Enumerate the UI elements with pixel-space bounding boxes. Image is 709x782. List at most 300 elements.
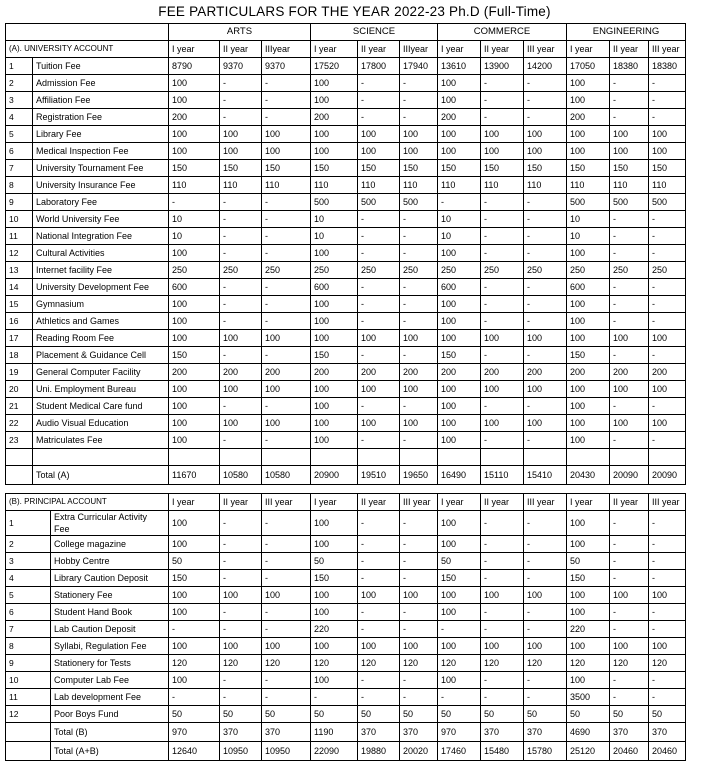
fee-value: 17520 (311, 58, 358, 75)
fee-value: 500 (358, 194, 400, 211)
fee-value: - (358, 228, 400, 245)
fee-value: 250 (649, 262, 686, 279)
fee-name: Stationery for Tests (51, 655, 169, 672)
fee-value: - (262, 604, 311, 621)
table-row (6, 655, 686, 672)
fee-value: 100 (169, 415, 220, 432)
fee-value: 100 (481, 638, 524, 655)
fee-value: - (524, 313, 567, 330)
table-row (6, 587, 686, 604)
fee-value: - (220, 604, 262, 621)
fee-name: Affiliation Fee (33, 92, 169, 109)
fee-value: - (400, 279, 438, 296)
fee-value: - (262, 211, 311, 228)
fee-value: - (610, 245, 649, 262)
fee-name: Poor Boys Fund (51, 706, 169, 723)
fee-value: - (524, 92, 567, 109)
fee-value: 500 (311, 194, 358, 211)
fee-value: 100 (567, 587, 610, 604)
fee-value: 100 (400, 126, 438, 143)
fee-value: - (400, 75, 438, 92)
fee-value: - (400, 245, 438, 262)
fee-value: - (610, 672, 649, 689)
fee-value: 100 (262, 330, 311, 347)
fee-value: 100 (438, 415, 481, 432)
total-label: Total (A+B) (51, 742, 169, 761)
fee-value: 10 (169, 211, 220, 228)
row-number: 8 (6, 638, 51, 655)
fee-value: - (400, 536, 438, 553)
fee-value: - (481, 279, 524, 296)
fee-value: 250 (262, 262, 311, 279)
fee-value: 250 (400, 262, 438, 279)
fee-value: - (649, 92, 686, 109)
fee-value: 10 (169, 228, 220, 245)
fee-value: - (481, 347, 524, 364)
total-value: 20430 (567, 466, 610, 485)
fee-value: 100 (524, 587, 567, 604)
fee-value: - (649, 672, 686, 689)
fee-value: - (610, 570, 649, 587)
fee-value: - (524, 511, 567, 536)
table-row (6, 415, 686, 432)
fee-value: - (262, 398, 311, 415)
fee-value: - (649, 211, 686, 228)
fee-value: - (400, 398, 438, 415)
fee-value: - (481, 432, 524, 449)
total-b-row (6, 723, 686, 742)
empty-cell (358, 449, 400, 466)
row-number: 5 (6, 126, 33, 143)
fee-value: 150 (567, 570, 610, 587)
fee-value: - (610, 92, 649, 109)
table-row (6, 194, 686, 211)
fee-value: - (262, 536, 311, 553)
fee-value: 250 (169, 262, 220, 279)
fee-value: - (481, 228, 524, 245)
fee-value: - (481, 570, 524, 587)
fee-value: - (220, 570, 262, 587)
fee-value: - (262, 432, 311, 449)
fee-value: 100 (169, 587, 220, 604)
fee-value: - (481, 296, 524, 313)
fee-value: - (358, 536, 400, 553)
fee-value: - (481, 553, 524, 570)
fee-value: 100 (262, 126, 311, 143)
total-value: 970 (169, 723, 220, 742)
fee-value: 50 (311, 553, 358, 570)
fee-value: 200 (438, 109, 481, 126)
fee-value: 250 (524, 262, 567, 279)
fee-value: 100 (438, 330, 481, 347)
fee-value: 250 (567, 262, 610, 279)
fee-value: 100 (567, 511, 610, 536)
fee-value: 110 (567, 177, 610, 194)
year-header: II year (481, 41, 524, 58)
fee-value: - (481, 604, 524, 621)
table-row (6, 432, 686, 449)
total-value: 15110 (481, 466, 524, 485)
fee-value: 50 (649, 706, 686, 723)
year-header: I year (438, 494, 481, 511)
fee-value: - (220, 511, 262, 536)
fee-value: - (400, 621, 438, 638)
group-header: SCIENCE (311, 24, 438, 41)
fee-value: - (220, 553, 262, 570)
fee-value: 100 (311, 398, 358, 415)
fee-value: 100 (524, 143, 567, 160)
fee-value: 100 (567, 638, 610, 655)
table-row (6, 553, 686, 570)
fee-name: Extra Curricular Activity Fee (51, 511, 169, 536)
total-value: 16490 (438, 466, 481, 485)
fee-name: University Insurance Fee (33, 177, 169, 194)
fee-value: - (524, 398, 567, 415)
table-row (6, 228, 686, 245)
fee-value: 100 (438, 75, 481, 92)
table-row (6, 398, 686, 415)
fee-value: 100 (262, 587, 311, 604)
row-number: 11 (6, 228, 33, 245)
empty-header-cell (6, 24, 169, 41)
fee-value: - (262, 92, 311, 109)
fee-value: 100 (220, 587, 262, 604)
fee-value: 200 (567, 109, 610, 126)
fee-value: 120 (610, 655, 649, 672)
fee-value: 100 (524, 638, 567, 655)
fee-value: 100 (169, 432, 220, 449)
fee-value: 110 (524, 177, 567, 194)
row-number: 1 (6, 58, 33, 75)
fee-value: - (610, 511, 649, 536)
fee-value: 120 (438, 655, 481, 672)
row-number: 6 (6, 604, 51, 621)
fee-value: - (524, 553, 567, 570)
fee-value: - (649, 313, 686, 330)
fee-value: 110 (262, 177, 311, 194)
fee-name: Stationery Fee (51, 587, 169, 604)
fee-value: 100 (524, 126, 567, 143)
fee-value: 110 (400, 177, 438, 194)
fee-value: 100 (311, 75, 358, 92)
fee-value: 100 (169, 638, 220, 655)
fee-value: - (400, 109, 438, 126)
fee-value: - (649, 296, 686, 313)
fee-value: - (220, 347, 262, 364)
fee-value: - (438, 689, 481, 706)
fee-value: 100 (524, 381, 567, 398)
fee-value: 100 (567, 330, 610, 347)
fee-value: 50 (311, 706, 358, 723)
fee-value: 100 (169, 398, 220, 415)
table-row (6, 313, 686, 330)
fee-name: Student Medical Care fund (33, 398, 169, 415)
fee-value: 100 (400, 143, 438, 160)
fee-value: - (524, 245, 567, 262)
fee-value: 100 (438, 313, 481, 330)
fee-name: Uni. Employment Bureau (33, 381, 169, 398)
fee-value: 500 (649, 194, 686, 211)
fee-value: - (400, 92, 438, 109)
fee-value: 100 (169, 92, 220, 109)
fee-value: 100 (649, 126, 686, 143)
row-number: 3 (6, 92, 33, 109)
table-row (6, 604, 686, 621)
fee-value: - (262, 109, 311, 126)
fee-name: Library Fee (33, 126, 169, 143)
fee-value: 110 (220, 177, 262, 194)
fee-name: College magazine (51, 536, 169, 553)
total-value: 1190 (311, 723, 358, 742)
fee-value: 110 (169, 177, 220, 194)
year-header: II year (358, 41, 400, 58)
total-value: 370 (262, 723, 311, 742)
row-number: 6 (6, 143, 33, 160)
year-header: I year (567, 494, 610, 511)
table-row (6, 92, 686, 109)
year-header: III year (262, 494, 311, 511)
fee-value: - (358, 621, 400, 638)
fee-name: Lab Caution Deposit (51, 621, 169, 638)
fee-value: - (358, 398, 400, 415)
fee-value: - (481, 511, 524, 536)
fee-value: - (524, 536, 567, 553)
group-header: ENGINEERING (567, 24, 686, 41)
fee-value: - (358, 109, 400, 126)
year-header: III year (649, 494, 686, 511)
fee-value: 50 (169, 706, 220, 723)
fee-value: 100 (567, 92, 610, 109)
total-value: 10950 (220, 742, 262, 761)
fee-name: World University Fee (33, 211, 169, 228)
total-value: 17460 (438, 742, 481, 761)
fee-name: Reading Room Fee (33, 330, 169, 347)
fee-name: Gymnasium (33, 296, 169, 313)
fee-value: 150 (438, 347, 481, 364)
year-header: I year (567, 41, 610, 58)
fee-value: 120 (262, 655, 311, 672)
fee-value: 100 (169, 604, 220, 621)
fee-value: 100 (567, 245, 610, 262)
fee-value: 110 (358, 177, 400, 194)
fee-name: Matriculates Fee (33, 432, 169, 449)
total-value: 370 (610, 723, 649, 742)
row-number: 23 (6, 432, 33, 449)
table-row (6, 211, 686, 228)
row-number: 14 (6, 279, 33, 296)
fee-value: - (358, 313, 400, 330)
fee-value: 3500 (567, 689, 610, 706)
fee-value: 100 (610, 126, 649, 143)
fee-value: 100 (567, 296, 610, 313)
fee-value: 150 (524, 160, 567, 177)
fee-value: - (649, 432, 686, 449)
fee-value: 50 (169, 553, 220, 570)
table-row (6, 160, 686, 177)
year-header: II year (610, 494, 649, 511)
fee-value: 100 (311, 672, 358, 689)
fee-value: - (358, 689, 400, 706)
fee-value: 150 (262, 160, 311, 177)
row-number: 13 (6, 262, 33, 279)
fee-value: 13900 (481, 58, 524, 75)
fee-name: Tuition Fee (33, 58, 169, 75)
fee-value: - (649, 621, 686, 638)
fee-value: - (400, 689, 438, 706)
fee-value: - (262, 296, 311, 313)
table-row (6, 621, 686, 638)
fee-value: - (400, 604, 438, 621)
fee-value: - (481, 245, 524, 262)
fee-value: 250 (220, 262, 262, 279)
total-value: 20460 (649, 742, 686, 761)
fee-value: - (262, 689, 311, 706)
fee-value: 100 (169, 245, 220, 262)
fee-value: 220 (311, 621, 358, 638)
row-number: 11 (6, 689, 51, 706)
fee-value: 150 (481, 160, 524, 177)
fee-value: 150 (400, 160, 438, 177)
fee-value: 100 (438, 638, 481, 655)
fee-value: 120 (567, 655, 610, 672)
fee-value: 100 (311, 245, 358, 262)
fee-value: - (610, 313, 649, 330)
fee-value: 100 (438, 143, 481, 160)
fee-value: - (400, 511, 438, 536)
fee-value: - (649, 570, 686, 587)
row-number: 17 (6, 330, 33, 347)
fee-value: 150 (358, 160, 400, 177)
fee-value: 100 (358, 381, 400, 398)
fee-value: - (649, 511, 686, 536)
fee-value: - (358, 75, 400, 92)
total-value: 19650 (400, 466, 438, 485)
fee-value: 100 (649, 143, 686, 160)
fee-value: 100 (311, 432, 358, 449)
fee-value: 120 (400, 655, 438, 672)
fee-value: 120 (358, 655, 400, 672)
fee-value: 100 (311, 511, 358, 536)
fee-value: 100 (262, 638, 311, 655)
fee-value: 100 (400, 638, 438, 655)
fee-value: 100 (358, 143, 400, 160)
fee-name: General Computer Facility (33, 364, 169, 381)
table-row (6, 511, 686, 536)
fee-value: 200 (438, 364, 481, 381)
fee-value: 120 (481, 655, 524, 672)
fee-value: - (220, 211, 262, 228)
empty-cell (220, 449, 262, 466)
fee-value: - (610, 604, 649, 621)
fee-value: 100 (524, 330, 567, 347)
total-value: 12640 (169, 742, 220, 761)
fee-value: - (649, 109, 686, 126)
fee-value: 50 (567, 706, 610, 723)
group-header: COMMERCE (438, 24, 567, 41)
fee-value: 600 (438, 279, 481, 296)
fee-value: 150 (311, 347, 358, 364)
fee-value: - (262, 228, 311, 245)
row-number: 12 (6, 245, 33, 262)
fee-value: - (400, 211, 438, 228)
fee-value: 200 (311, 109, 358, 126)
fee-value: 200 (169, 109, 220, 126)
fee-value: 100 (524, 415, 567, 432)
fee-value: 250 (610, 262, 649, 279)
fee-value: 100 (438, 296, 481, 313)
row-number: 2 (6, 536, 51, 553)
fee-value: - (649, 347, 686, 364)
fee-value: 100 (438, 604, 481, 621)
fee-value: - (358, 511, 400, 536)
fee-name: University Tournament Fee (33, 160, 169, 177)
fee-value: 100 (649, 415, 686, 432)
fee-value: - (610, 109, 649, 126)
year-header-row (6, 494, 686, 511)
year-header: II year (220, 494, 262, 511)
row-number: 8 (6, 177, 33, 194)
fee-value: - (610, 432, 649, 449)
fee-value: - (481, 92, 524, 109)
fee-value: - (524, 604, 567, 621)
fee-value: - (438, 621, 481, 638)
row-number: 16 (6, 313, 33, 330)
fee-value: - (481, 689, 524, 706)
fee-value: 100 (358, 638, 400, 655)
total-value: 370 (649, 723, 686, 742)
fee-value: 250 (358, 262, 400, 279)
fee-value: 200 (169, 364, 220, 381)
fee-value: - (481, 536, 524, 553)
section-heading: (B). PRINCIPAL ACCOUNT (6, 494, 169, 511)
fee-value: 100 (220, 126, 262, 143)
fee-value: - (220, 621, 262, 638)
fee-value: 500 (610, 194, 649, 211)
row-number: 18 (6, 347, 33, 364)
fee-value: - (481, 211, 524, 228)
total-label: Total (A) (33, 466, 169, 485)
fee-value: - (400, 296, 438, 313)
fee-value: 100 (567, 381, 610, 398)
fee-value: 8790 (169, 58, 220, 75)
fee-value: - (481, 109, 524, 126)
fee-value: - (610, 228, 649, 245)
fee-value: 100 (610, 415, 649, 432)
fee-value: - (358, 347, 400, 364)
fee-name: Audio Visual Education (33, 415, 169, 432)
fee-value: 100 (567, 143, 610, 160)
fee-value: - (358, 672, 400, 689)
total-value: 10580 (262, 466, 311, 485)
fee-value: 100 (311, 415, 358, 432)
fee-value: - (649, 604, 686, 621)
fee-value: 100 (567, 604, 610, 621)
empty-cell (481, 449, 524, 466)
year-header: III year (649, 41, 686, 58)
row-number: 1 (6, 511, 51, 536)
table-row (6, 638, 686, 655)
year-header: I year (169, 41, 220, 58)
fee-value: - (220, 398, 262, 415)
total-a-row (6, 466, 686, 485)
fee-value: 100 (169, 381, 220, 398)
fee-value: 100 (311, 296, 358, 313)
fee-value: 100 (438, 432, 481, 449)
fee-value: 50 (400, 706, 438, 723)
fee-value: 100 (610, 381, 649, 398)
fee-name: Registration Fee (33, 109, 169, 126)
fee-value: - (481, 194, 524, 211)
